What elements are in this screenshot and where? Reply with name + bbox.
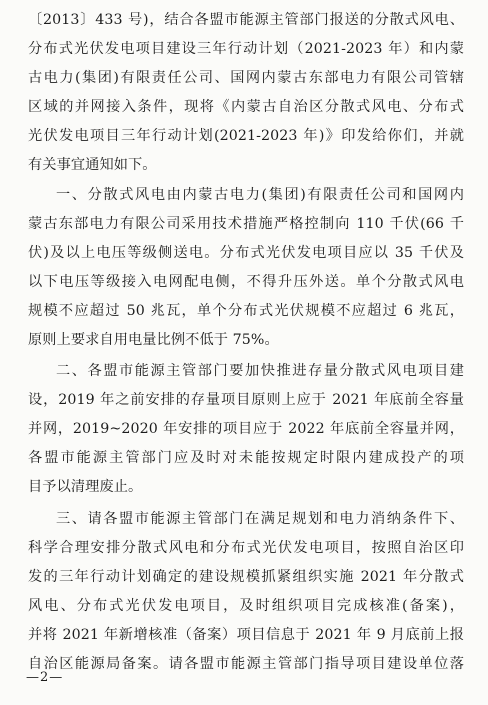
text-line: 区域的并网接入条件，现将《内蒙古自治区分散式风电、分布式 xyxy=(28,99,464,115)
text-line: 科学合理安排分散式风电和分布式光伏发电项目，按照自治区印 xyxy=(28,540,464,556)
text-line: 并将 2021 年新增核准（备案）项目信息于 2021 年 9 月底前上报 xyxy=(28,627,464,643)
text-line: 规模不应超过 50 兆瓦，单个分布式光伏规模不应超过 6 兆瓦， xyxy=(28,303,464,319)
text-line: 蒙古东部电力有限公司采用技术措施严格控制向 110 千伏(66 千 xyxy=(28,216,464,232)
text-line: 风电、分布式光伏发电项目，及时组织项目完成核准(备案)， xyxy=(28,598,464,614)
page-number: —2— xyxy=(26,670,64,685)
text-line: 目予以清理废止。 xyxy=(28,479,143,495)
text-line: 并网，2019~2020 年安排的项目应于 2022 年底前全容量并网， xyxy=(28,421,464,437)
text-line: 设，2019 年之前安排的存量项目原则上应于 2021 年底前全容量 xyxy=(28,392,464,408)
text-line: 发的三年行动计划确定的建设规模抓紧组织实施 2021 年分散式 xyxy=(28,569,464,585)
text-line: 光伏发电项目三年行动计划(2021-2023 年)》印发给你们，并就 xyxy=(28,128,464,144)
text-line: 分布式光伏发电项目建设三年行动计划（2021-2023 年）和内蒙 xyxy=(28,41,464,57)
paragraph-1-start: 一、分散式风电由内蒙古电力(集团)有限责任公司和国网内 xyxy=(56,187,464,203)
text-line: 以下电压等级接入电网配电侧，不得升压外送。单个分散式风电 xyxy=(28,274,464,290)
text-line: 古电力(集团)有限责任公司、国网内蒙古东部电力有限公司管辖 xyxy=(28,70,464,86)
text-line: 有关事宜通知如下。 xyxy=(28,157,157,173)
text-line: 〔2013〕433 号)，结合各盟市能源主管部门报送的分散式风电、 xyxy=(28,12,464,28)
text-line: 伏)及以上电压等级侧送电。分布式光伏发电项目应以 35 千伏及 xyxy=(28,245,464,261)
text-line: 各盟市能源主管部门应及时对未能按规定时限内建成投产的项 xyxy=(28,450,464,466)
paragraph-3-start: 三、请各盟市能源主管部门在满足规划和电力消纳条件下、 xyxy=(56,511,464,527)
text-line: 自治区能源局备案。请各盟市能源主管部门指导项目建设单位落 xyxy=(28,656,464,672)
text-line: 原则上要求自用电量比例不低于 75%。 xyxy=(28,332,279,348)
paragraph-2-start: 二、各盟市能源主管部门要加快推进存量分散式风电项目建 xyxy=(56,363,464,379)
